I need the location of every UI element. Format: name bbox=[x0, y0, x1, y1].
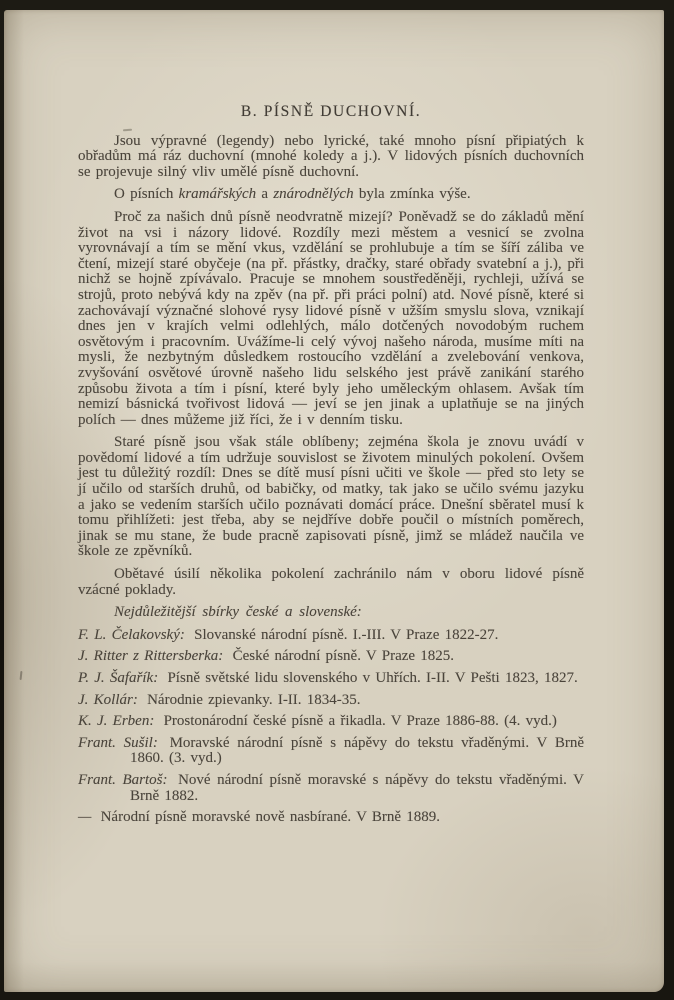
book-page bbox=[4, 10, 664, 992]
text-run: a bbox=[256, 186, 274, 203]
paragraph bbox=[78, 567, 584, 598]
entry-text: Národnie zpievanky. I-II. 1834-35. bbox=[141, 691, 361, 708]
bibliography-section bbox=[78, 605, 584, 826]
paragraph bbox=[78, 210, 584, 428]
entry-text: Národní písně moravské nově nasbírané. V Brně 1889. bbox=[95, 809, 441, 826]
text-run: Obětavé úsilí několika pokolení zachránilo nám v oboru lidové písně vzácné poklady. bbox=[78, 566, 584, 598]
entry-author: K. J. Erben: bbox=[78, 713, 155, 730]
entry-author: J. Ritter z Rittersberka: bbox=[78, 648, 224, 665]
bibliography-entry bbox=[78, 714, 584, 730]
text-run: byla zmínka výše. bbox=[353, 186, 471, 203]
entry-text: Prostonárodní české písně a řikadla. V Praze 1886-88. (4. vyd.) bbox=[158, 713, 557, 730]
italic-text-run: znárodnělých bbox=[273, 186, 354, 203]
entry-author: F. L. Čelakovský: bbox=[78, 626, 185, 643]
bibliography-entry bbox=[78, 693, 584, 709]
margin-mark-artifact bbox=[20, 671, 23, 680]
entry-author: Frant. Bartoš: bbox=[78, 771, 168, 788]
bibliography-entry bbox=[78, 649, 584, 665]
entry-author: — bbox=[78, 809, 92, 826]
entry-text: Slovanské národní písně. I.-III. V Praze 1822-27. bbox=[188, 626, 499, 643]
bibliography-entry bbox=[78, 810, 584, 826]
paragraph bbox=[78, 187, 584, 203]
page-title: B. PÍSNĚ DUCHOVNÍ. bbox=[240, 103, 422, 120]
text-run: Jsou výpravné (legendy) nebo lyrické, také mnoho písní připiatých k obřadům má ráz duchovní (mnohé koledy a j.). V lidových písních duchovních se projevuje silný vliv umělé písně duchovní. bbox=[78, 132, 584, 180]
paragraph bbox=[78, 435, 584, 560]
entry-text: Nové národní písně moravské s nápěvy do tekstu vřaděnými. V Brně 1882. bbox=[130, 771, 584, 804]
bibliography-entries bbox=[78, 628, 584, 826]
paragraph bbox=[78, 134, 584, 181]
bibliography-entry bbox=[78, 773, 584, 804]
bibliography-entry bbox=[78, 671, 584, 687]
entry-text: České národní písně. V Praze 1825. bbox=[227, 648, 455, 665]
text-run: Proč za našich dnů písně neodvratně mizejí? Poněvadž se do základů mění život na vsi i názory lidové. Rozdíly mezi městem a vesnicí se zvolna vyrovnávají a tím se mění vkus, vzdělání se prohlubuje a tím se šíří záliba ve čtení, mizejí staré obyčeje (na př. přástky, dračky, staré obřady svatební a j.), při nichž se hojně zpívávalo. Pracuje se mnohem soustředěněji, rychleji, užívá se strojů, proto nebývá kdy na zpěv (na př. při práci polní) atd. Nové písně, které si zachovávají význačné slohové rysy lidové písně v užším smyslu slova, vznikají dnes jen v krajích velmi odlehlých, málo dotčených novodobým ruchem osvětovým i pracovním. Uvážíme-li celý vývoj našeho národa, musíme míti na mysli, že nezbytným důsledkem rostoucího vzdělání a zvelebování venkova, zvyšování osvětové úrovně našeho lidu selského jest právě zanikání starého způsobu života a tím i písní, které byly jeho uměleckým ohlasem. Avšak tím nemizí básnická tvořivost lidová — jeví se jen jinak a uplatňuje se na jiných polích — dnes můžeme již říci, že i v denním tisku. bbox=[78, 208, 584, 428]
bibliography-entry bbox=[78, 736, 584, 767]
bibliography-entry bbox=[78, 628, 584, 644]
text-run: O písních bbox=[114, 186, 179, 203]
entry-text: Písně světské lidu slovenského v Uhřích. I-II. V Pešti 1823, 1827. bbox=[162, 670, 578, 686]
entry-author: Frant. Sušil: bbox=[78, 734, 158, 751]
bibliography-heading: Nejdůležitější sbírky české a slovenské: bbox=[114, 604, 362, 621]
text-block bbox=[78, 104, 584, 832]
entry-author: J. Kollár: bbox=[78, 691, 138, 708]
italic-text-run: kramářských bbox=[178, 186, 257, 203]
text-run: Staré písně jsou však stále oblíbeny; zejména škola je znovu uvádí v povědomí lidové a tím udržuje souvislost se životem minulých pokolení. Ovšem jest tu důležitý rozdíl: Dnes se dítě musí písni učiti ve škole — před sto lety se jí učilo od starších druhů, od babičky, od matky, tak jako se učilo svému jazyku a jako se vedením starších učilo poznávati domácí práce. Dnešní sběratel musí k tomu přihlížeti: jest třeba, aby se nejdříve dobře poučil o místních poměrech, jinak se mu stane, že bude pracně zapisovati písně, jimž se mládež naučila ve škole ze zpěvníků. bbox=[78, 434, 584, 560]
entry-text: Moravské národní písně s nápěvy do tekstu vřaděnými. V Brně 1860. (3. vyd.) bbox=[130, 734, 584, 767]
body-text bbox=[78, 134, 584, 599]
entry-author: P. J. Šafařík: bbox=[78, 670, 159, 686]
